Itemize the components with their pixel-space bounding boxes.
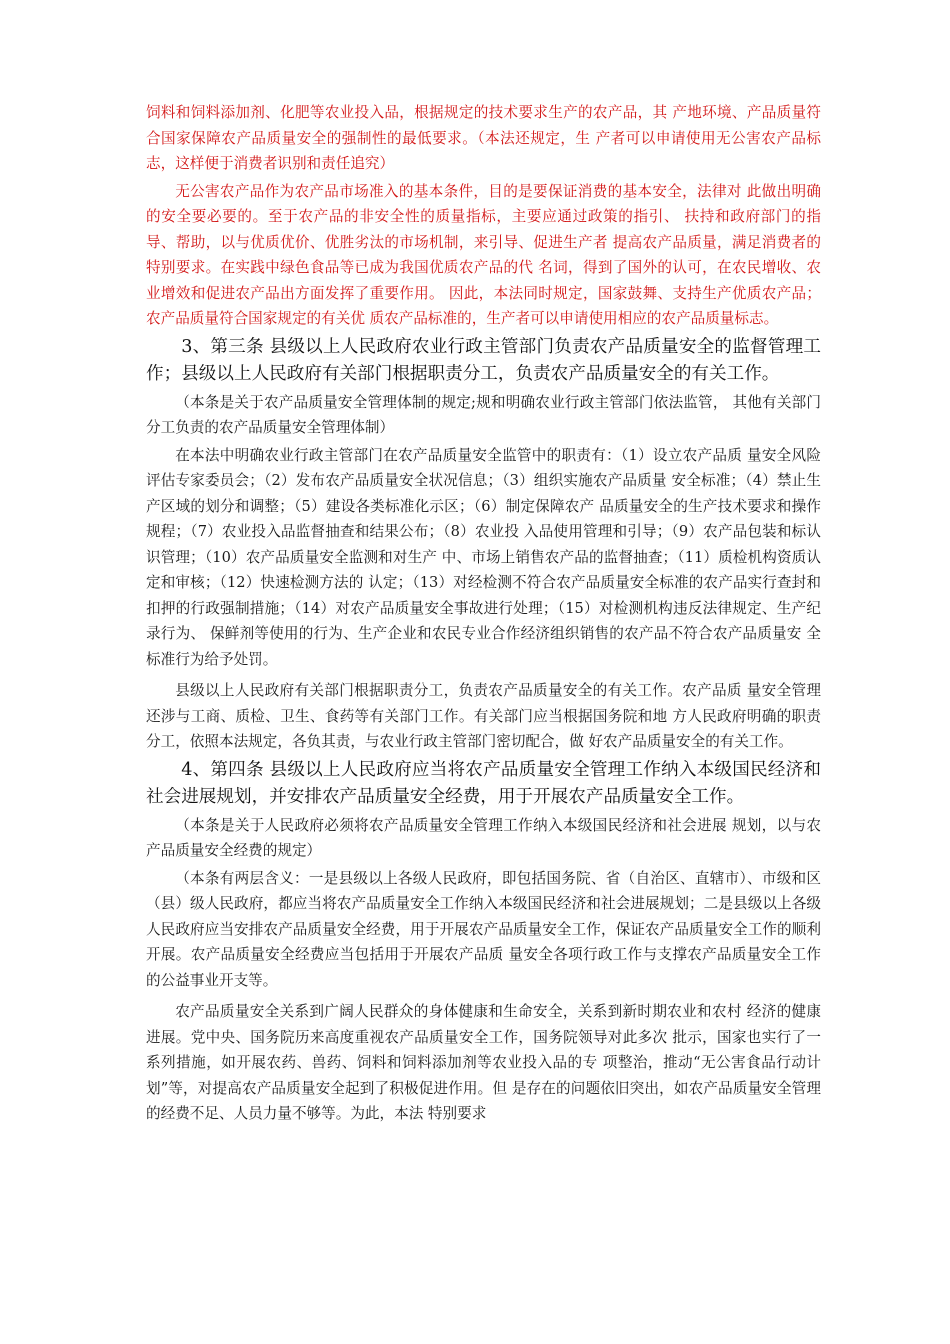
article-3-duties: 在本法中明确农业行政主管部门在农产品质量安全监管中的职责有：（1）设立农产品质 量安全风险评估专家委员会；（2）发布农产品质量安全状况信息；（3）组织实施农产品质量 安全标准；（4）禁止生产区域的划分和调整；（5）建设各类标准化示区；（6）制定保障农产 品质量安全的生产技术要求和操作规程；（7）农业投入品监督抽查和结果公布；（8）农业投 入品使用管理和引导；（9）农产品包装和标认识管理；（10）农产品质量安全监测和对生产 中、市场上销售农产品的监督抽查；（11）质检机构资质认定和审核；（12）快速检测方法的 认定；（13）对经检测不符合农产品质量安全标准的农产品实行查封和扣押的行政强制措施；（14）对农产品质量安全事故进行处理；（15）对检测机构违反法律规定、生产纪录行为、 保鲜剂等使用的行为、生产企业和农民专业合作经济组织销售的农产品不符合农产品质量安 全标准行为给予处罚。 [146, 446, 821, 668]
article-4-note: （本条是关于人民政府必须将农产品质量安全管理工作纳入本级国民经济和社会进展 规划，以与农产品质量安全经费的规定） [146, 816, 821, 859]
article-3-note: （本条是关于农产品质量安全管理体制的规定;规和明确农业行政主管部门依法监管， 其他有关部门分工负责的农产品质量安全管理体制） [146, 393, 821, 436]
article-3-other-departments: 县级以上人民政府有关部门根据职责分工，负责农产品质量安全的有关工作。农产品质 量安全管理还涉与工商、质检、卫生、食药等有关部门工作。有关部门应当根据国务院和地 方人民政府明确的职责分工，依照本法规定，各负其责，与农业行政主管部门密切配合，做 好农产品质量安全的有关工作。 [146, 682, 821, 750]
article-3-heading: 3、第三条 县级以上人民政府农业行政主管部门负责农产品质量安全的监督管理工作；县级以上人民政府有关部门根据职责分工，负责农产品质量安全的有关工作。 [146, 336, 821, 384]
document-page [146, 100, 821, 1127]
article-4-heading: 4、第四条 县级以上人民政府应当将农产品质量安全管理工作纳入本级国民经济和社会进展规划，并安排农产品质量安全经费，用于开展农产品质量安全工作。 [146, 759, 821, 807]
paragraph-continuation: 饲料和饲料添加剂、化肥等农业投入品，根据规定的技术要求生产的农产品，其 产地环境、产品质量符合国家保障农产品质量安全的强制性的最低要求。（本法还规定，生 产者可以申请使用无公害农产品标志，这样便于消费者识别和责任追究） [146, 104, 821, 172]
article-4-importance: 农产品质量安全关系到广阔人民群众的身体健康和生命安全，关系到新时期农业和农村 经济的健康进展。党中央、国务院历来高度重视农产品质量安全工作，国务院领导对此多次 批示，国家也实行了一系列措施，如开展农药、兽药、饲料和饲料添加剂等农业投入品的专 项整治，推动“无公害食品行动计划”等，对提高农产品质量安全起到了积极促进作用。但 是存在的问题依旧突出，如农产品质量安全管理的经费不足、人员力量不够等。为此，本法 特别要求 [146, 1003, 821, 1122]
article-4-meaning: （本条有两层含义：一是县级以上各级人民政府，即包括国务院、省（自治区、直辖市）、市级和区（县）级人民政府，都应当将农产品质量安全工作纳入本级国民经济和社会进展规划；二是县级以上各级人民政府应当安排农产品质量安全经费，用于开展农产品质量安全工作，保证农产品质量安全工作的顺利开展。农产品质量安全经费应当包括用于开展农产品质 量安全各项行政工作与支撑农产品质量安全工作的公益事业开支等。 [146, 869, 821, 989]
paragraph-no-pollution-products: 无公害农产品作为农产品市场准入的基本条件，目的是要保证消费的基本安全，法律对 此做出明确的安全要必要的。至于农产品的非安全性的质量指标，主要应通过政策的指引、 扶持和政府部门的指导、帮助，以与优质优价、优胜劣汰的市场机制，来引导、促进生产者 提高农产品质量，满足消费者的特别要求。在实践中绿色食品等已成为我国优质农产品的代 名词，得到了国外的认可，在农民增收、农业增效和促进农产品出方面发挥了重要作用。 因此，本法同时规定，国家鼓舞、支持生产优质农产品；农产品质量符合国家规定的有关优 质农产品标准的，生产者可以申请使用相应的农产品质量标志。 [146, 182, 821, 327]
